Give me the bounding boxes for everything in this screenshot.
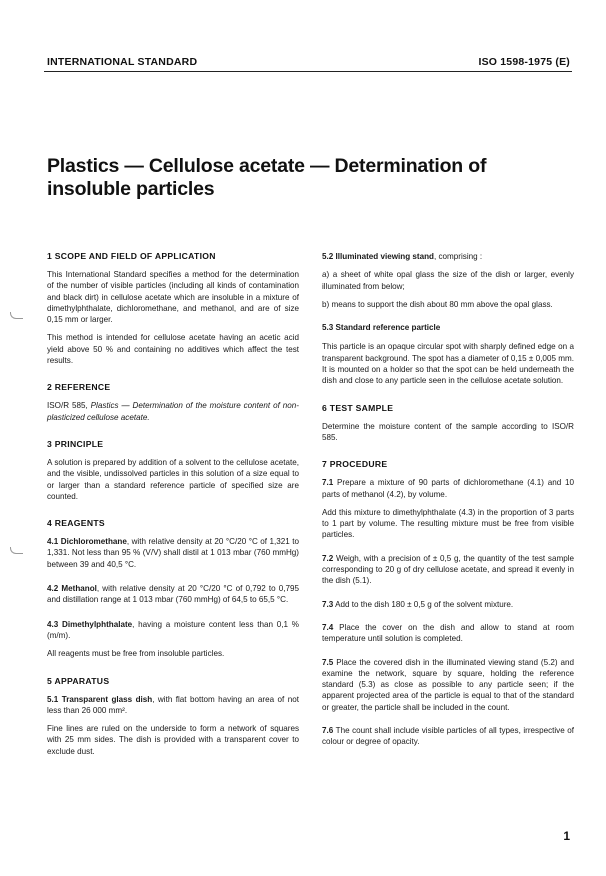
reagent-methanol bbox=[47, 583, 299, 606]
principle-paragraph: A solution is prepared by addition of a solvent to the cellulose acetate, and the visible, undissolved particles in this solution of a size equal to or larger than a standard reference particle of specified size are counted. bbox=[47, 457, 299, 501]
step-label: 7.2 bbox=[322, 553, 334, 563]
apparatus-reference-particle-label: 5.3 Standard reference particle bbox=[322, 323, 441, 333]
header-document-number: ISO 1598-1975 (E) bbox=[478, 56, 570, 68]
reagent-dimethylphthalate bbox=[47, 619, 299, 642]
reference-code: ISO/R 585, bbox=[47, 401, 91, 411]
header-standard-label: INTERNATIONAL STANDARD bbox=[47, 56, 198, 68]
section-heading-reagents: 4 REAGENTS bbox=[47, 518, 105, 529]
apparatus-text: , comprising : bbox=[434, 252, 483, 261]
reference-paragraph bbox=[47, 400, 299, 423]
apparatus-label: 5.2 Illuminated viewing stand bbox=[322, 252, 434, 261]
left-column bbox=[47, 251, 299, 764]
viewing-stand-item-a: a) a sheet of white opal glass the size of the dish or larger, evenly illuminated from below; bbox=[322, 270, 574, 291]
section-heading-procedure: 7 PROCEDURE bbox=[322, 459, 388, 470]
reagents-note: All reagents must be free from insoluble particles. bbox=[47, 649, 225, 659]
section-heading-reference: 2 REFERENCE bbox=[47, 382, 111, 393]
reagent-text: , with relative density at 20 °C/20 °C of 1,321 to 1,331. Not less than 95 % (V/V) shall distil at 1 013 mbar (760 mmHg) between 39 and 40,5 °C. bbox=[47, 537, 299, 569]
reference-particle-paragraph: This particle is an opaque circular spot with sharply defined edge on a transparent background. The spot has a diameter of 0,15 ± 0,005 mm. It is mounted on a holder so that the spot can be held underneath the dish and close to any particle seen in the cellulose acetate solution. bbox=[322, 342, 574, 386]
step-label: 7.3 bbox=[322, 599, 334, 609]
step-text: Prepare a mixture of 90 parts of dichloromethane (4.1) and 10 parts of methanol (4.2), by volume. bbox=[322, 478, 574, 499]
reagent-text: , with relative density at 20 °C/20 °C of 0,792 to 0,795 and distillation range at 1 013 mbar (760 mmHg) of 64,5 to 65,5 °C. bbox=[47, 584, 299, 605]
procedure-step-7-1 bbox=[322, 477, 574, 500]
apparatus-note: Fine lines are ruled on the underside to form a network of squares with 25 mm sides. The dish is provided with a transparent cover to exclude dust. bbox=[47, 724, 299, 756]
margin-mark bbox=[10, 547, 23, 554]
apparatus-glass-dish bbox=[47, 694, 299, 717]
procedure-step-7-2 bbox=[322, 553, 574, 587]
step-text: The count shall include visible particles of all types, irrespective of colour or degree of opacity. bbox=[322, 726, 574, 747]
scope-paragraph-1: This International Standard specifies a method for the determination of the number of visible particles (including all kinds of contamination and black dirt) in cellulose acetate which are insoluble in a mixture of dimethylphthalate, dichloromethane, and methanol, and are of size 0,15 mm or larger. bbox=[47, 270, 299, 325]
step-text: Weigh, with a precision of ± 0,5 g, the quantity of the test sample corresponding to 20 g of dry cellulose acetate, and spread it evenly in the dish (5.1). bbox=[322, 553, 574, 586]
apparatus-text: , with flat bottom having an area of not less than 26 000 mm². bbox=[47, 694, 299, 715]
procedure-step-7-5 bbox=[322, 657, 574, 713]
procedure-step-7-1-continued: Add this mixture to dimethylphthalate (4.3) in the proportion of 3 parts to 1 part by volume. The resulting mixture must be free from visible particles. bbox=[322, 507, 574, 540]
reagent-label: 4.1 Dichloromethane bbox=[47, 537, 127, 547]
section-heading-scope: 1 SCOPE AND FIELD OF APPLICATION bbox=[47, 251, 216, 261]
reagent-label: 4.3 Dimethylphthalate bbox=[47, 619, 133, 629]
viewing-stand-item-b: b) means to support the dish about 80 mm above the opal glass. bbox=[322, 299, 553, 309]
header-rule bbox=[44, 71, 572, 72]
right-column bbox=[322, 251, 574, 755]
reference-title: Plastics — Determination of the moisture content of non-plasticized cellulose acetate. bbox=[47, 401, 299, 422]
procedure-step-7-4 bbox=[322, 622, 574, 645]
section-heading-principle: 3 PRINCIPLE bbox=[47, 438, 104, 449]
reagent-text: , having a moisture content less than 0,1 % (m/m). bbox=[47, 619, 299, 640]
apparatus-label: 5.1 Transparent glass dish bbox=[47, 694, 153, 704]
reagent-dichloromethane bbox=[47, 536, 299, 570]
page-number: 1 bbox=[563, 829, 570, 843]
procedure-step-7-3 bbox=[322, 599, 574, 610]
step-label: 7.5 bbox=[322, 657, 334, 667]
step-label: 7.6 bbox=[322, 726, 334, 736]
section-heading-test-sample: 6 TEST SAMPLE bbox=[322, 402, 394, 413]
apparatus-viewing-stand bbox=[322, 251, 574, 262]
scope-paragraph-2: This method is intended for cellulose acetate having an acetic acid yield above 50 % and containing no additives which affect the test results. bbox=[47, 333, 299, 366]
step-label: 7.4 bbox=[322, 622, 334, 632]
page-title: Plastics — Cellulose acetate — Determination of insoluble particles bbox=[47, 155, 487, 200]
test-sample-paragraph: Determine the moisture content of the sample according to ISO/R 585. bbox=[322, 421, 574, 442]
step-label: 7.1 bbox=[322, 478, 334, 488]
reagent-label: 4.2 Methanol bbox=[47, 584, 97, 594]
procedure-step-7-6 bbox=[322, 725, 574, 748]
margin-mark bbox=[10, 312, 23, 319]
step-text: Place the covered dish in the illuminated viewing stand (5.2) and examine the network, square by square, holding the reference standard (5.3) as close as possible to any particle seen; if the apparent projected area of the particle is equal to that of the standard or greater, the particle shall be included in the count. bbox=[322, 657, 574, 712]
step-text: Add to the dish 180 ± 0,5 g of the solvent mixture. bbox=[333, 599, 514, 609]
section-heading-apparatus: 5 APPARATUS bbox=[47, 675, 110, 686]
step-text: Place the cover on the dish and allow to stand at room temperature until solution is completed. bbox=[322, 622, 574, 644]
